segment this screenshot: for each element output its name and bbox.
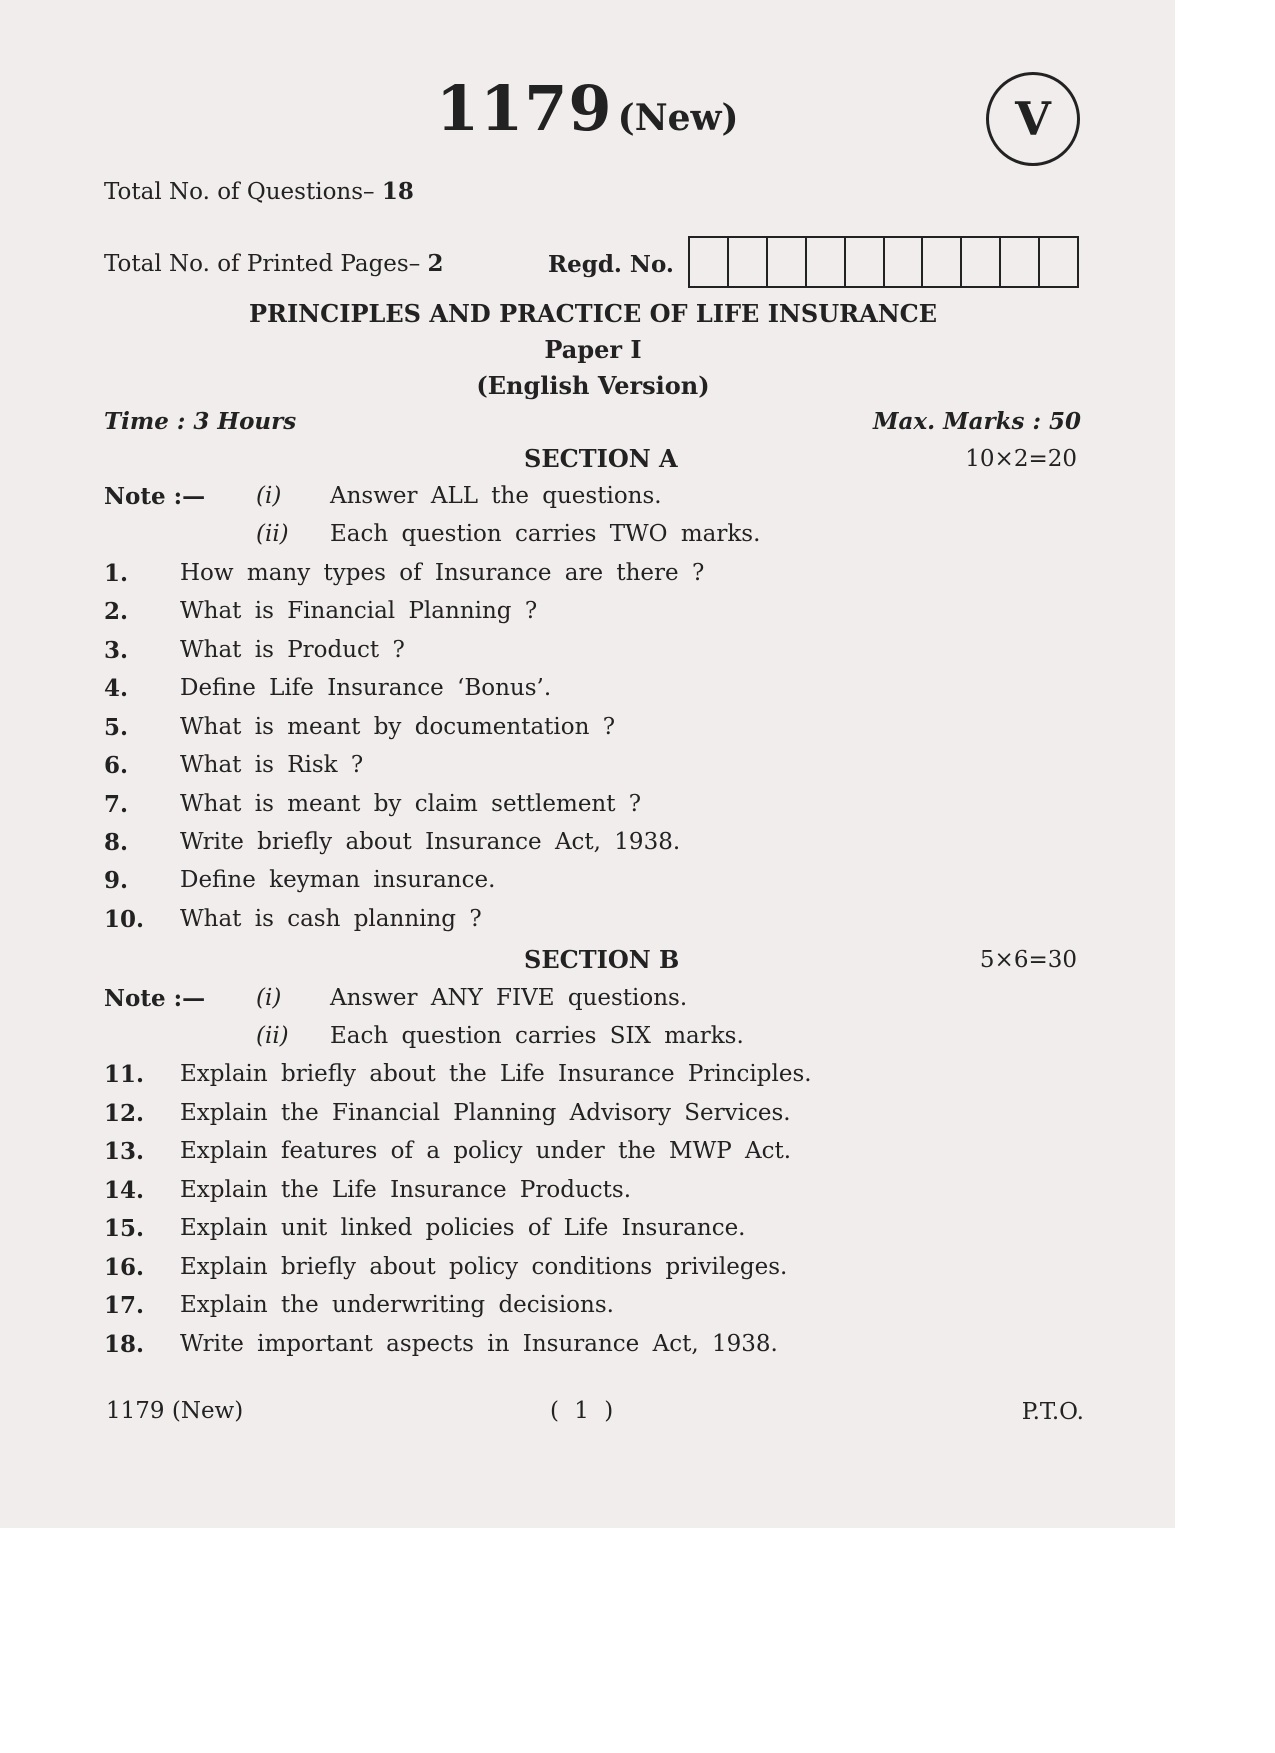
regd-digit-box[interactable] [846, 238, 885, 286]
section-a-note-text: Each question carries TWO marks. [330, 521, 761, 547]
question-number: 8. [104, 829, 129, 856]
question-text: What is meant by claim settlement ? [180, 791, 642, 817]
section-b-note-marker: (i) [256, 985, 282, 1011]
question-text: What is meant by documentation ? [180, 714, 616, 740]
section-b-note-label: Note :— [104, 985, 206, 1012]
question-text: Explain unit linked policies of Life Insurance. [180, 1215, 746, 1241]
regd-digit-box[interactable] [768, 238, 807, 286]
regd-digit-box[interactable] [962, 238, 1001, 286]
max-marks: Max. Marks : 50 [873, 408, 1081, 435]
question-number: 7. [104, 791, 129, 818]
footer-page-number: ( 1 ) [550, 1398, 614, 1424]
paper-code-number: 1179 [436, 72, 613, 145]
question-text: How many types of Insurance are there ? [180, 560, 705, 586]
question-number: 12. [104, 1100, 145, 1127]
paper-number: Paper I [544, 335, 642, 364]
question-text: Explain briefly about policy conditions privileges. [180, 1254, 788, 1280]
regd-digit-box[interactable] [923, 238, 962, 286]
regd-digit-box[interactable] [1040, 238, 1077, 286]
section-a-heading: SECTION A [524, 444, 678, 473]
question-text: Explain the Life Insurance Products. [180, 1177, 632, 1203]
question-text: Explain features of a policy under the MWP Act. [180, 1138, 792, 1164]
question-number: 9. [104, 867, 129, 894]
section-b-note-marker: (ii) [256, 1023, 289, 1049]
question-number: 15. [104, 1215, 145, 1242]
total-questions-value: 18 [381, 178, 414, 205]
question-text: Define Life Insurance ‘Bonus’. [180, 675, 552, 701]
question-text: What is Product ? [180, 637, 405, 663]
paper-code-suffix: (New) [617, 97, 739, 139]
question-text: Explain the underwriting decisions. [180, 1292, 614, 1318]
footer-pto: P.T.O. [1021, 1399, 1084, 1425]
question-text: What is Risk ? [180, 752, 364, 778]
regd-digit-box[interactable] [885, 238, 924, 286]
total-questions-line [104, 178, 414, 205]
question-number: 4. [104, 675, 129, 702]
question-number: 14. [104, 1177, 145, 1204]
question-number: 2. [104, 598, 129, 625]
question-text: What is cash planning ? [180, 906, 482, 932]
section-a-note-marker: (ii) [256, 521, 289, 547]
section-a-marks: 10×2=20 [965, 446, 1077, 472]
time-allowed: Time : 3 Hours [104, 408, 297, 435]
total-questions-label: Total No. of Questions– [104, 179, 375, 205]
regd-digit-box[interactable] [1001, 238, 1040, 286]
language-version: (English Version) [476, 371, 710, 400]
question-number: 18. [104, 1331, 145, 1358]
question-number: 6. [104, 752, 129, 779]
regd-no-boxes[interactable] [688, 236, 1079, 288]
section-b-note-text: Each question carries SIX marks. [330, 1023, 744, 1049]
regd-no-label: Regd. No. [548, 251, 674, 278]
question-text: Write briefly about Insurance Act, 1938. [180, 829, 681, 855]
question-text: Write important aspects in Insurance Act, 1938. [180, 1331, 778, 1357]
question-number: 10. [104, 906, 145, 933]
question-text: Define keyman insurance. [180, 867, 496, 893]
question-number: 3. [104, 637, 129, 664]
version-letter: V [1015, 92, 1051, 146]
question-number: 1. [104, 560, 129, 587]
question-text: Explain the Financial Planning Advisory Services. [180, 1100, 791, 1126]
question-number: 16. [104, 1254, 145, 1281]
section-a-note-text: Answer ALL the questions. [330, 483, 662, 509]
regd-digit-box[interactable] [690, 238, 729, 286]
subject-title: PRINCIPLES AND PRACTICE OF LIFE INSURANCE [248, 299, 938, 328]
question-number: 17. [104, 1292, 145, 1319]
regd-digit-box[interactable] [807, 238, 846, 286]
version-letter-circle [986, 72, 1080, 166]
question-number: 11. [104, 1061, 145, 1088]
section-b-heading: SECTION B [524, 945, 680, 974]
total-pages-label: Total No. of Printed Pages– [104, 251, 421, 277]
question-number: 5. [104, 714, 129, 741]
section-a-note-marker: (i) [256, 483, 282, 509]
regd-digit-box[interactable] [729, 238, 768, 286]
question-text: Explain briefly about the Life Insurance Principles. [180, 1061, 812, 1087]
section-b-marks: 5×6=30 [979, 947, 1077, 973]
total-pages-value: 2 [427, 250, 444, 277]
section-a-note-label: Note :— [104, 483, 206, 510]
footer-paper-code: 1179 (New) [106, 1398, 244, 1424]
total-pages-line [104, 250, 444, 277]
paper-code [436, 72, 739, 145]
question-text: What is Financial Planning ? [180, 598, 538, 624]
section-b-note-text: Answer ANY FIVE questions. [330, 985, 688, 1011]
question-number: 13. [104, 1138, 145, 1165]
